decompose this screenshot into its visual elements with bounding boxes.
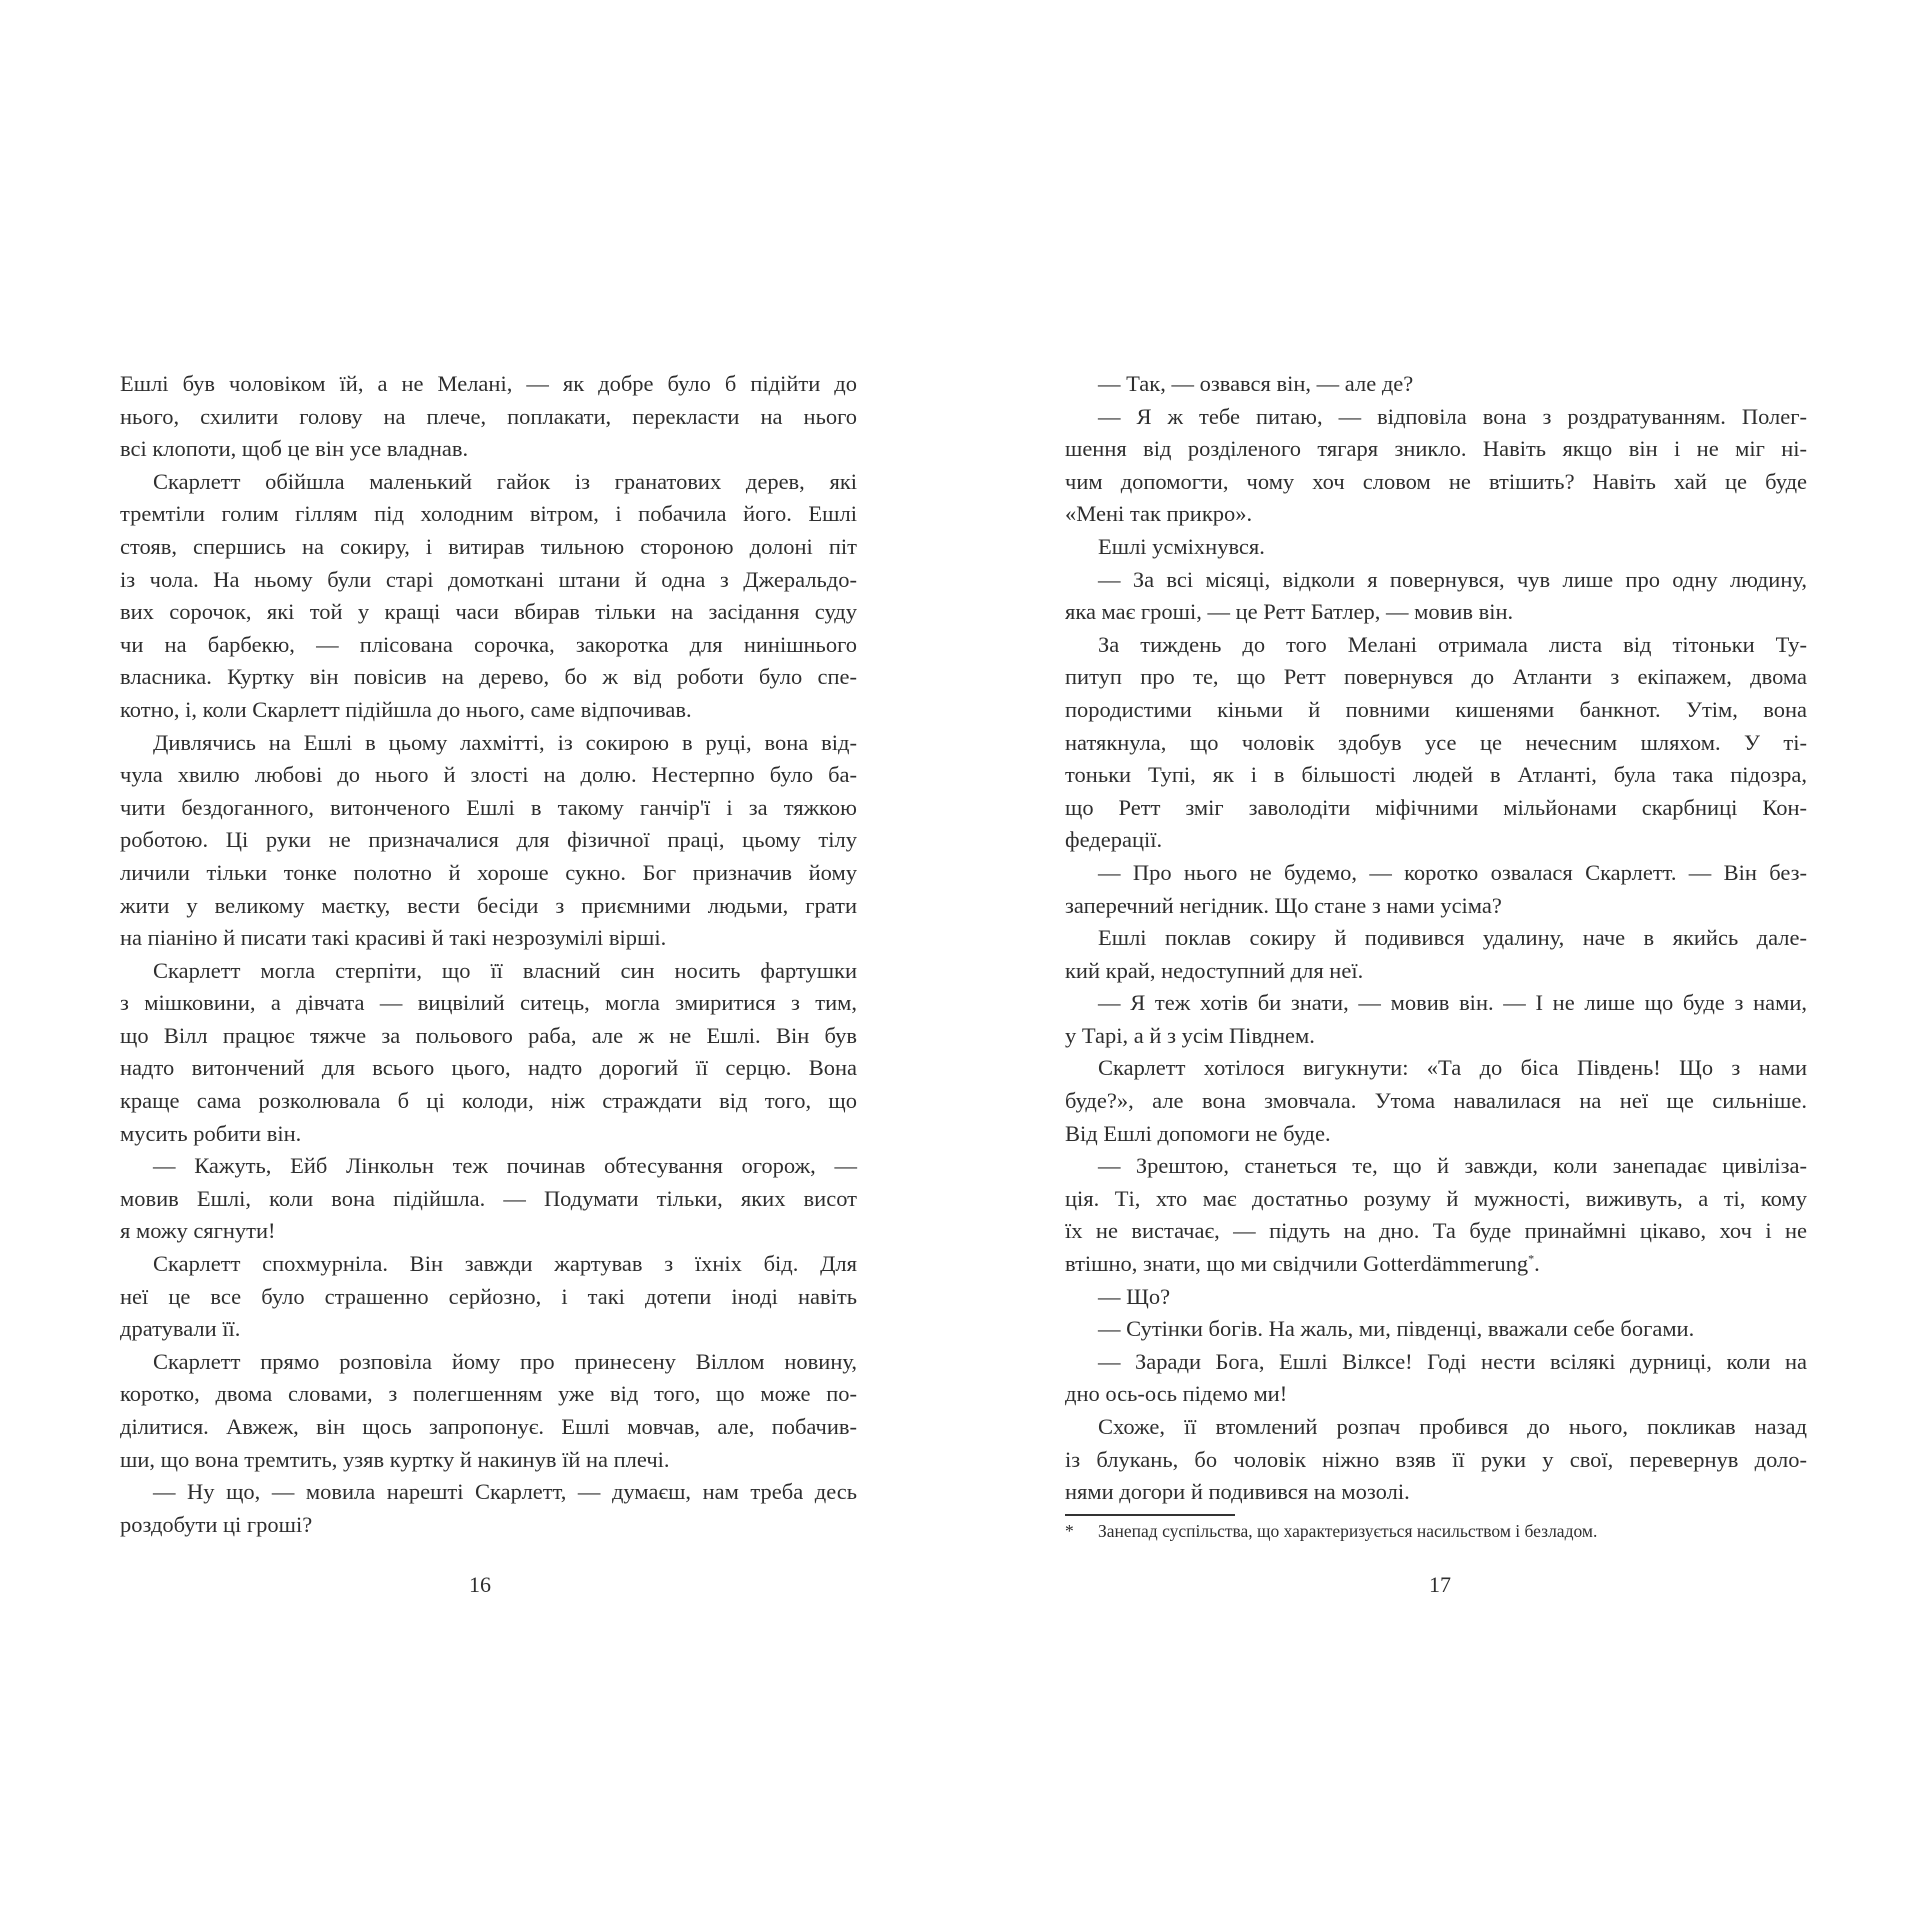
- text-line: мусить робити він.: [120, 1120, 302, 1146]
- page-number-left: 16: [469, 1572, 491, 1597]
- text-line: Скарлетт могла стерпіти, що її власний син носить фартушки: [153, 957, 857, 983]
- footnote-rule: [1065, 1514, 1235, 1516]
- text-line: — Так, — озвався він, — але де?: [1098, 371, 1414, 396]
- text-line: дратували її.: [120, 1316, 241, 1342]
- text-line: Схоже, її втомлений розпач пробився до нього, покликав назад: [1098, 1414, 1807, 1439]
- text-line: За тиждень до того Мелані отримала листа від тітоньки Ту-: [1098, 631, 1807, 657]
- text-line: Дивлячись на Ешлі в цьому лахмітті, із сокирою в руці, вона від-: [153, 729, 857, 755]
- text-line: кий край, недоступний для неї.: [1065, 957, 1364, 983]
- paragraph: [120, 466, 857, 727]
- paragraph: [1065, 1150, 1807, 1280]
- text-line: неї це все було страшенно серйозно, і такі дотепи іноді навіть: [120, 1283, 857, 1309]
- text-line: дно ось-ось підемо ми!: [1065, 1381, 1288, 1407]
- text-line: натякнула, що чоловік здобув усе це нечесним шляхом. У ті-: [1065, 729, 1807, 755]
- paragraph: [1065, 987, 1807, 1052]
- paragraph: [1065, 922, 1807, 987]
- text-line: всі клопоти, щоб це він усе владнав.: [120, 436, 469, 462]
- text-line: нього, схилити голову на плече, поплакати, перекласти на нього: [120, 403, 857, 429]
- text-line: втішно, знати, що ми свідчили Gotterdämmerung*.: [1065, 1251, 1540, 1277]
- text-line: роботою. Ці руки не призначалися для фізичної праці, цьому тілу: [120, 827, 857, 853]
- text-line: чим допомогти, чому хоч словом не втішить? Навіть хай це буде: [1065, 468, 1807, 494]
- text-line: Скарлетт хотілося вигукнути: «Та до біса Південь! Що з нами: [1098, 1055, 1807, 1081]
- paragraph: [120, 368, 857, 466]
- text-line: шення від розділеного тягаря зникло. Навіть якщо він і не міг ні-: [1065, 436, 1807, 462]
- text-line: жити у великому маєтку, вести бесіди з приємними людьми, грати: [120, 892, 857, 918]
- text-line: — Зрештою, станеться те, що й завжди, коли занепадає цивіліза-: [1098, 1153, 1807, 1179]
- text-line: ділитися. Авжеж, він щось запропонує. Ешлі мовчав, але, побачив-: [120, 1414, 857, 1439]
- text-line: чула хвилю любові до нього й злості на долю. Нестерпно було ба-: [120, 762, 857, 788]
- paragraph: [1065, 368, 1807, 401]
- text-line: стояв, спершись на сокиру, і витирав тильною стороною долоні піт: [120, 533, 857, 559]
- text-line: Ешлі поклав сокиру й подивився удалину, наче в якийсь дале-: [1098, 925, 1807, 951]
- text-line: — Я теж хотів би знати, — мовив він. — І не лише що буде з нами,: [1098, 990, 1807, 1016]
- text-line: заперечний негідник. Що стане з нами усіма?: [1065, 892, 1502, 918]
- text-line: — Ну що, — мовила нарешті Скарлетт, — думаєш, нам треба десь: [153, 1479, 857, 1505]
- paragraph: [1065, 531, 1807, 564]
- text-line: — Заради Бога, Ешлі Вілксе! Годі нести всілякі дурниці, коли на: [1098, 1348, 1807, 1374]
- text-line: — Кажуть, Ейб Лінкольн теж починав обтесування огорож, —: [153, 1153, 857, 1179]
- paragraph: [1065, 1052, 1807, 1150]
- text-line: що Ретт зміг заволодіти міфічними мільйонами скарбниці Кон-: [1065, 794, 1807, 820]
- text-line: породистими кіньми й повними кишенями банкнот. Утім, вона: [1065, 696, 1807, 722]
- text-line: нями догори й подивився на мозолі.: [1065, 1479, 1410, 1505]
- text-line: — Сутінки богів. На жаль, ми, південці, вважали себе богами.: [1098, 1316, 1695, 1342]
- text-line: із чола. На ньому були старі домоткані штани й одна з Джеральдо-: [120, 566, 857, 592]
- paragraph: [1065, 1411, 1807, 1509]
- text-line: у Тарі, а й з усім Півднем.: [1065, 1022, 1315, 1048]
- paragraph: [1065, 629, 1807, 857]
- text-line: власника. Куртку він повісив на дерево, бо ж від роботи було спе-: [120, 664, 857, 690]
- text-line: федерації.: [1065, 827, 1163, 853]
- text-line: — Я ж тебе питаю, — відповіла вона з роздратуванням. Полег-: [1098, 403, 1807, 429]
- paragraph: [120, 727, 857, 955]
- paragraph: [1065, 1281, 1807, 1314]
- text-line: Від Ешлі допомоги не буде.: [1065, 1120, 1331, 1146]
- paragraph: [1065, 1346, 1807, 1411]
- paragraph: [1065, 564, 1807, 629]
- text-line: Скарлетт обійшла маленький гайок із гранатових дерев, які: [153, 468, 857, 494]
- left-page-text: [120, 368, 857, 1541]
- right-page-text: [1065, 368, 1807, 1509]
- text-line: чити бездоганного, витонченого Ешлі в такому ганчір'ї і за тяжкою: [120, 794, 857, 820]
- paragraph: [120, 955, 857, 1151]
- text-line: Скарлетт спохмурніла. Він завжди жартував з їхніх бід. Для: [153, 1251, 857, 1277]
- text-line: їх не вистачає, — підуть на дно. Та буде принаймні цікаво, хоч і не: [1065, 1218, 1807, 1244]
- text-line: буде?», але вона змовчала. Утома навалилася на неї ще сильніше.: [1065, 1088, 1807, 1114]
- paragraph: [120, 1346, 857, 1476]
- text-line: ши, що вона тремтить, узяв куртку й накинув їй на плечі.: [120, 1446, 670, 1472]
- text-line: на піаніно й писати такі красиві й такі незрозумілі вірші.: [120, 925, 667, 951]
- text-line: «Мені так прикро».: [1065, 501, 1253, 527]
- text-line: Ешлі був чоловіком їй, а не Мелані, — як добре було б підійти до: [120, 371, 857, 396]
- text-line: вих сорочок, які той у кращі часи вбирав тільки на засідання суду: [120, 599, 857, 625]
- paragraph: [120, 1476, 857, 1541]
- text-line: роздобути ці гроші?: [120, 1511, 313, 1537]
- text-line: тремтіли голим гіллям під холодним вітром, і побачила його. Ешлі: [120, 501, 857, 527]
- paragraph: [1065, 1313, 1807, 1346]
- page-number-right: 17: [1429, 1572, 1451, 1597]
- text-line: із блукань, бо чоловік ніжно взяв її руки у свої, перевернув доло-: [1065, 1446, 1807, 1472]
- text-line: ція. Ті, хто має достатньо розуму й мужності, виживуть, а ті, кому: [1065, 1185, 1807, 1211]
- footnote-marker: *: [1065, 1521, 1074, 1541]
- text-line: питуп про те, що Ретт повернувся до Атланти з екіпажем, двома: [1065, 664, 1807, 690]
- text-line: — Що?: [1098, 1283, 1171, 1309]
- text-line: Скарлетт прямо розповіла йому про принесену Віллом новину,: [153, 1348, 857, 1374]
- footnote-text: Занепад суспільства, що характеризується насильством і безладом.: [1098, 1521, 1598, 1541]
- paragraph: [1065, 401, 1807, 531]
- text-line: краще сама розколювала б ці колоди, ніж страждати від того, що: [120, 1088, 857, 1114]
- text-line: коротко, двома словами, з полегшенням уже від того, що може по-: [120, 1381, 857, 1407]
- text-line: — За всі місяці, відколи я повернувся, чув лише про одну людину,: [1098, 566, 1807, 592]
- footnote: [1065, 1518, 1597, 1544]
- text-line: я можу сягнути!: [120, 1218, 276, 1244]
- text-line: Ешлі усміхнувся.: [1098, 533, 1265, 559]
- text-line: мовив Ешлі, коли вона підійшла. — Подумати тільки, яких висот: [120, 1185, 857, 1211]
- text-line: — Про нього не будемо, — коротко озвалася Скарлетт. — Він без-: [1098, 859, 1807, 885]
- text-line: яка має гроші, — це Ретт Батлер, — мовив він.: [1065, 599, 1514, 625]
- text-line: чи на барбекю, — плісована сорочка, закоротка для нинішнього: [120, 631, 857, 657]
- text-line: з мішковини, а дівчата — вицвілий ситець, могла змиритися з тим,: [120, 990, 857, 1016]
- text-line: тоньки Тупі, як і в більшості людей в Атланті, була така підозра,: [1065, 762, 1807, 788]
- paragraph: [120, 1150, 857, 1248]
- text-line: личили тільки тонке полотно й хороше сукно. Бог призначив йому: [120, 859, 857, 885]
- text-line: що Вілл працює тяжче за польового раба, але ж не Ешлі. Він був: [120, 1022, 857, 1048]
- text-line: надто витончений для всього цього, надто дорогий її серцю. Вона: [120, 1055, 857, 1081]
- paragraph: [120, 1248, 857, 1346]
- paragraph: [1065, 857, 1807, 922]
- text-line: котно, і, коли Скарлетт підійшла до нього, саме відпочивав.: [120, 696, 692, 722]
- footnote-reference: *: [1528, 1251, 1535, 1266]
